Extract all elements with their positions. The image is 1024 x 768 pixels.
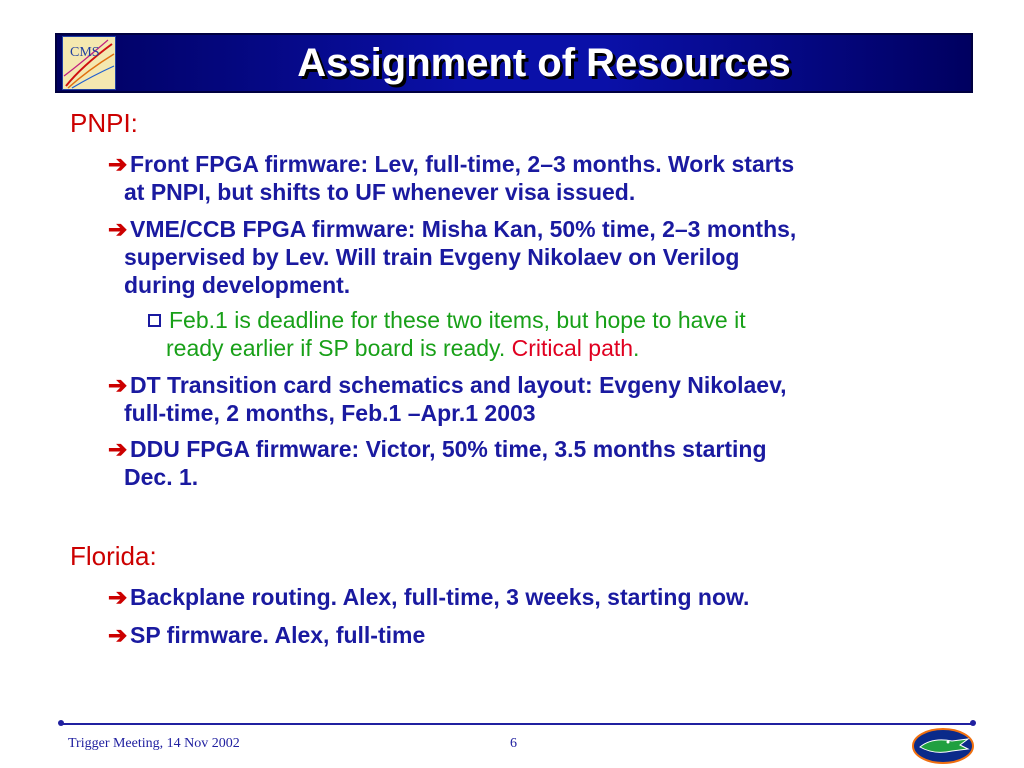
list-item: ➔ SP firmware. Alex, full-time xyxy=(108,622,426,648)
right-arrow-icon: ➔ xyxy=(108,436,128,462)
hollow-square-icon xyxy=(148,314,161,327)
right-arrow-icon: ➔ xyxy=(108,584,128,610)
list-item: ➔ DT Transition card schematics and layout: Evgeny Nikolaev, full-time, 2 months, Feb.1 –Apr.1 2003 xyxy=(108,372,787,426)
list-item: ➔ DDU FPGA firmware: Victor, 50% time, 3.5 months starting Dec. 1. xyxy=(108,436,767,490)
critical-path-highlight: Critical path xyxy=(511,335,634,361)
sub-list-item: Feb.1 is deadline for these two items, but hope to have it ready earlier if SP board is ready. Critical path. xyxy=(148,306,746,362)
logo-text: CMS xyxy=(70,45,100,60)
list-item: ➔ Front FPGA firmware: Lev, full-time, 2–3 months. Work starts at PNPI, but shifts to UF whenever visa issued. xyxy=(108,151,795,205)
list-item: ➔ VME/CCB FPGA firmware: Misha Kan, 50% time, 2–3 months, supervised by Lev. Will train Evgeny Nikolaev on Verilog during development. xyxy=(108,216,797,298)
footer-divider-end xyxy=(58,720,64,726)
section-heading-pnpi: PNPI: xyxy=(70,108,138,138)
slide-title: Assignment of Resources xyxy=(297,41,791,85)
right-arrow-icon: ➔ xyxy=(108,622,128,648)
footer-divider-end xyxy=(970,720,976,726)
footer-divider xyxy=(62,723,972,725)
footer-meeting: Trigger Meeting, 14 Nov 2002 xyxy=(68,736,240,751)
section-heading-florida: Florida: xyxy=(70,541,157,571)
list-item: ➔ Backplane routing. Alex, full-time, 3 weeks, starting now. xyxy=(108,584,750,610)
gator-logo xyxy=(912,727,974,765)
right-arrow-icon: ➔ xyxy=(108,151,128,177)
right-arrow-icon: ➔ xyxy=(108,372,128,398)
right-arrow-icon: ➔ xyxy=(108,216,128,242)
page-number: 6 xyxy=(510,736,517,751)
